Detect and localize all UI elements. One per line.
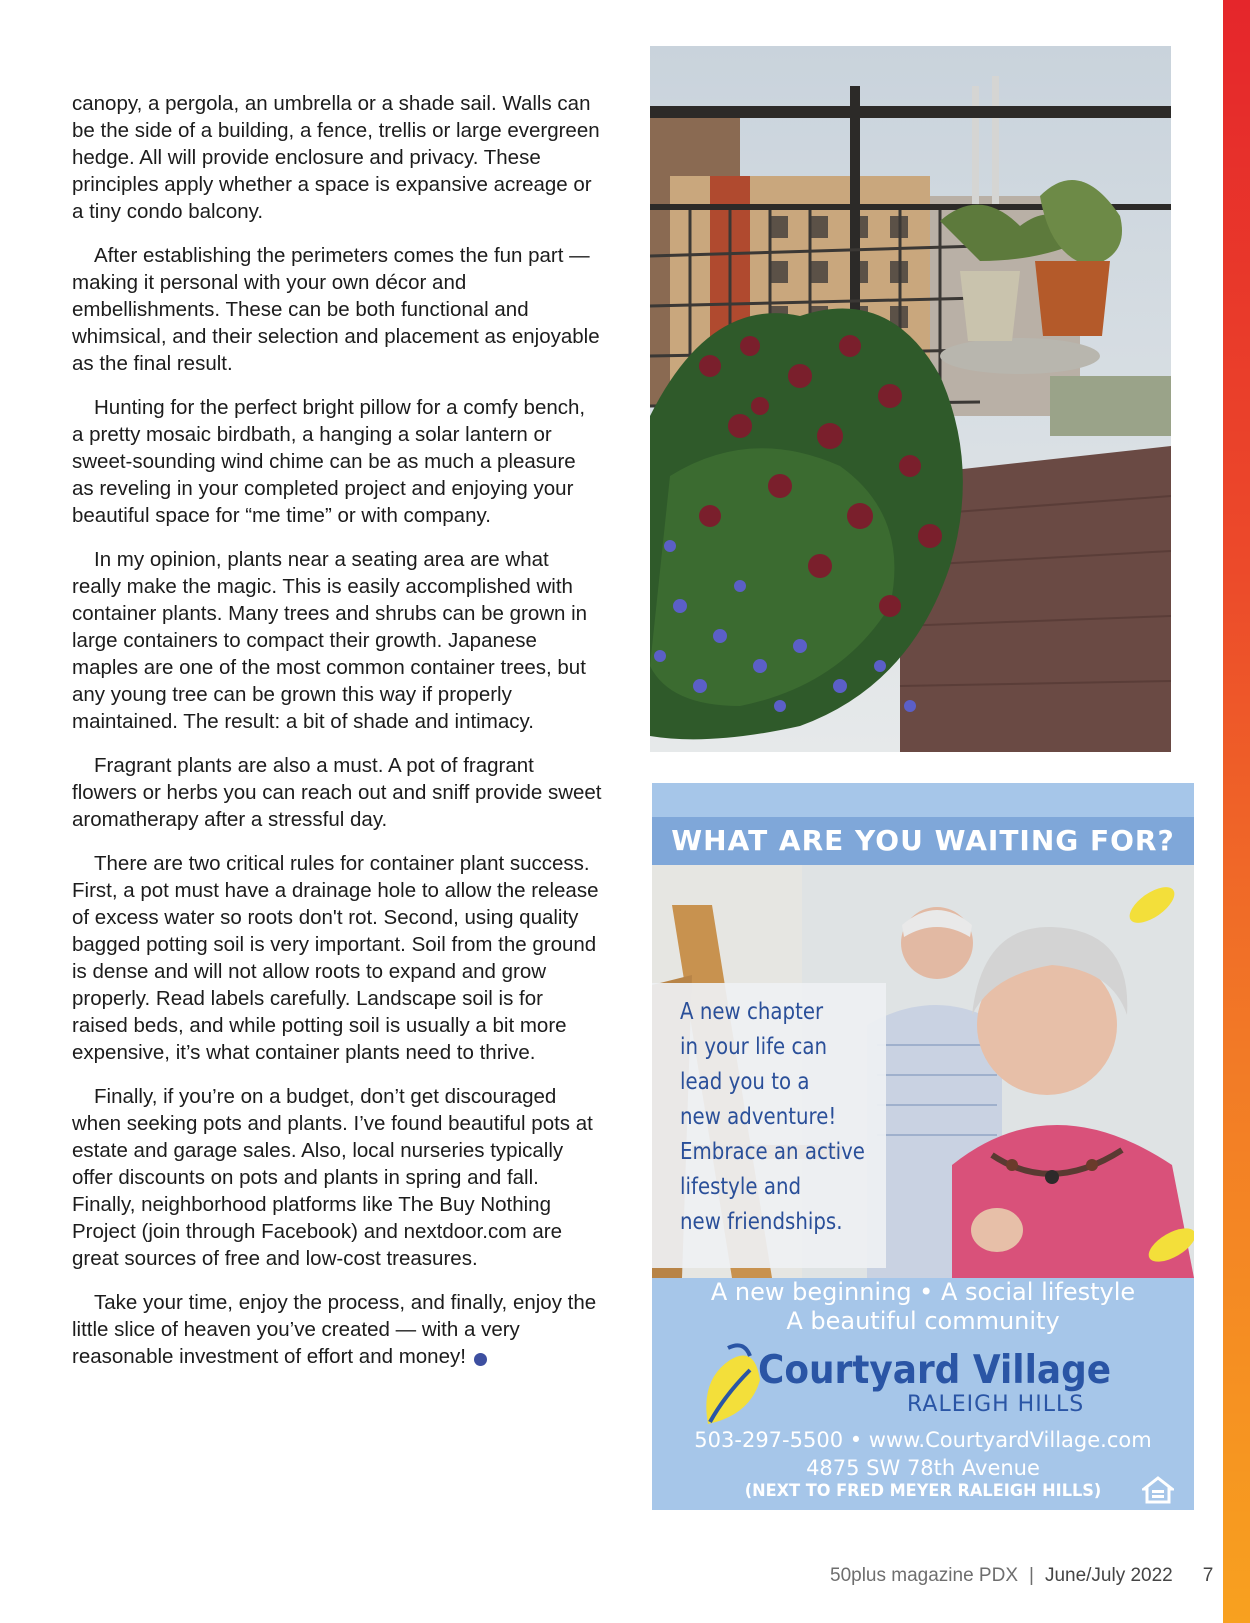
- brand-location: RALEIGH HILLS: [907, 1392, 1085, 1417]
- article-paragraph: canopy, a pergola, an umbrella or a shade sail. Walls can be the side of a building, a fence, trellis or large evergreen hedge. All will provide enclosure and privacy. These principles apply whether a space is expansive acreage or a tiny condo balcony.: [72, 92, 600, 223]
- article-paragraph-text: Take your time, enjoy the process, and finally, enjoy the little slice of heaven you’ve created — with a very reasonable investment of effort and money!: [72, 1291, 597, 1368]
- article-paragraph: In my opinion, plants near a seating area are what really make the magic. This is easily accomplished with container plants. Many trees and shrubs can be grown in large containers to compact their growth. Japanese maples are one of the most common container trees, but any young tree can be grown this way if properly maintained. The result: a bit of shade and intimacy.: [72, 548, 588, 733]
- ad-address-note: (NEXT TO FRED MEYER RALEIGH HILLS): [744, 1481, 1102, 1501]
- end-of-article-mark: [474, 1353, 487, 1366]
- courtyard-village-logo-leaf-icon: [700, 1340, 762, 1426]
- article-last-paragraph: [72, 1289, 602, 1370]
- page-footer: [830, 1565, 1213, 1587]
- page-number: 7: [1202, 1565, 1214, 1586]
- ad-phone-website: 503-297-5500 • www.CourtyardVillage.com: [694, 1428, 1152, 1452]
- balcony-garden-photo: [650, 46, 1171, 752]
- equal-housing-icon: [1142, 1476, 1174, 1504]
- article-paragraph: Fragrant plants are also a must. A pot of fragrant flowers or herbs you can reach out and sniff provide sweet aromatherapy after a stressful day.: [72, 754, 602, 831]
- article-paragraph: There are two critical rules for container plant success. First, a pot must have a drainage hole to allow the release of excess water so roots don't rot. Second, using quality bagged potting soil is very important. Soil from the ground is dense and will not allow roots to expand and grow properly. Read labels carefully. Landscape soil is for raised beds, and while potting soil is usually a bit more expensive, it’s what container plants need to thrive.: [72, 852, 599, 1064]
- ad-message-panel: [652, 983, 886, 1268]
- ad-street-address: 4875 SW 78th Avenue: [806, 1456, 1040, 1480]
- ad-contact-area: [652, 1278, 1194, 1510]
- publication-name: 50plus magazine PDX: [830, 1565, 1018, 1586]
- footer-separator: |: [1029, 1565, 1034, 1586]
- ad-message: A new chapter in your life can lead you to a new adventure! Embrace an active lifestyle and new friendships.: [680, 999, 865, 1235]
- ad-tagline-1: A new beginning • A social lifestyle: [710, 1278, 1136, 1306]
- ad-headline: WHAT ARE YOU WAITING FOR?: [652, 817, 1194, 865]
- page-edge-color-bar: [1223, 0, 1250, 1623]
- courtyard-village-ad: [652, 783, 1194, 1510]
- issue-date: June/July 2022: [1044, 1565, 1173, 1586]
- article-paragraph: Finally, if you’re on a budget, don’t get discouraged when seeking pots and plants. I’ve found beautiful pots at estate and garage sales. Also, local nurseries typically offer discounts on pots and plants in spring and fall. Finally, neighborhood platforms like The Buy Nothing Project (join through Facebook) and nextdoor.com are great sources of free and low-cost treasures.: [72, 1085, 593, 1270]
- brand-name: Courtyard Village: [758, 1348, 1112, 1393]
- article-body: [72, 90, 602, 1387]
- balcony-garden-illustration: [650, 46, 1171, 752]
- ad-tagline-2: A beautiful community: [786, 1307, 1060, 1335]
- article-paragraph: Hunting for the perfect bright pillow for a comfy bench, a pretty mosaic birdbath, a hanging a solar lantern or sweet-sounding wind chime can be as much a pleasure as reveling in your completed project and enjoying your beautiful space for “me time” or with company.: [72, 396, 586, 527]
- article-paragraph: After establishing the perimeters comes the fun part — making it personal with your own décor and embellishments. These can be both functional and whimsical, and their selection and placement as enjoyable as the final result.: [72, 244, 600, 375]
